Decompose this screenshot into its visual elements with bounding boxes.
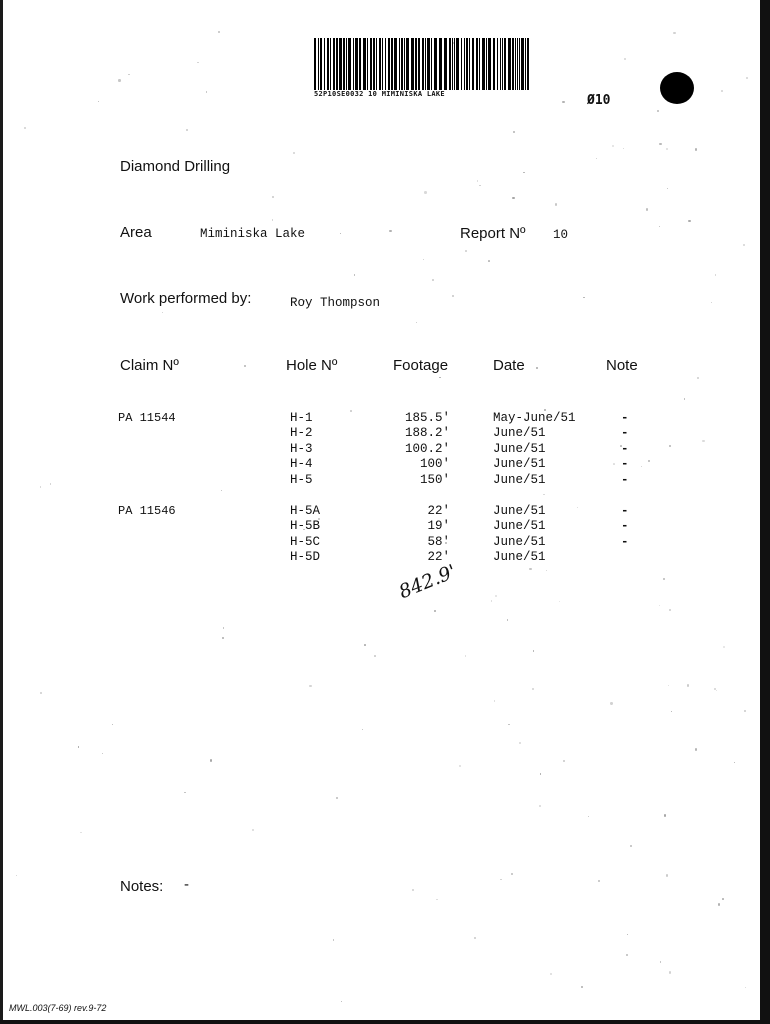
barcode-bar: [370, 38, 372, 90]
scan-speck: [513, 131, 515, 133]
barcode-bar: [320, 38, 322, 90]
footage-value: 58': [427, 534, 450, 549]
barcode-bar: [454, 38, 455, 90]
footage-value: 150': [419, 472, 450, 487]
table-row: [0, 411, 770, 426]
barcode-bar: [479, 38, 480, 90]
scan-speck: [746, 77, 748, 79]
scan-speck: [424, 191, 426, 193]
barcode-bar: [488, 38, 491, 90]
scan-speck: [112, 724, 113, 725]
barcode-bar: [482, 38, 485, 90]
barcode-bar: [525, 38, 526, 90]
scan-speck: [507, 619, 508, 620]
scan-speck: [162, 312, 163, 313]
table-row: [0, 519, 770, 534]
scan-speck: [664, 814, 666, 816]
scan-speck: [695, 148, 697, 150]
note-value: -: [621, 519, 629, 534]
scan-speck: [412, 889, 414, 891]
scan-speck: [596, 158, 597, 159]
footage-value: 185.5': [404, 411, 450, 425]
work-performed-value: Roy Thompson: [290, 296, 381, 310]
note-value: -: [621, 534, 629, 549]
work-performed-label: Work performed by:: [120, 290, 252, 307]
note-value: -: [621, 504, 629, 518]
barcode-bar: [314, 38, 316, 90]
date-value: June/51: [493, 472, 546, 487]
scan-speck: [666, 874, 668, 876]
table-row: [0, 504, 770, 519]
barcode-graphic: [314, 38, 532, 90]
barcode-bar: [449, 38, 451, 90]
report-number-label: Report Nº: [460, 225, 526, 242]
barcode-bar: [427, 38, 430, 90]
barcode-bar: [401, 38, 403, 90]
scan-speck: [206, 91, 207, 92]
scan-speck: [374, 655, 376, 657]
scan-speck: [711, 302, 713, 304]
scan-speck: [477, 180, 479, 182]
barcode-bar: [411, 38, 414, 90]
scan-speck: [612, 145, 614, 147]
date-value: June/51: [493, 534, 546, 549]
note-value: -: [621, 426, 629, 441]
scan-speck: [684, 398, 686, 400]
scan-speck: [539, 805, 541, 807]
barcode-bar: [385, 38, 386, 90]
barcode-bar: [500, 38, 501, 90]
barcode-bar: [439, 38, 442, 90]
barcode-bar: [382, 38, 383, 90]
barcode-bar: [343, 38, 345, 90]
table-row: [0, 426, 770, 441]
barcode-bar: [394, 38, 397, 90]
scan-speck: [244, 365, 246, 367]
scan-speck: [529, 568, 531, 570]
barcode-bar: [376, 38, 377, 90]
hole-number: H-1: [290, 411, 313, 425]
scan-speck: [623, 148, 624, 149]
report-number-value: 10: [553, 228, 569, 242]
barcode-bar: [327, 38, 329, 90]
scan-speck: [474, 937, 476, 939]
scan-speck: [660, 961, 661, 962]
barcode-bar: [527, 38, 529, 90]
scan-speck: [222, 637, 224, 639]
scan-speck: [559, 601, 561, 603]
scan-speck: [598, 880, 600, 882]
page-code: Ø10: [587, 93, 611, 108]
scan-speck: [562, 101, 564, 103]
scan-speck: [543, 494, 545, 496]
scan-speck: [186, 129, 188, 131]
barcode-bar: [434, 38, 437, 90]
barcode-bar: [461, 38, 462, 90]
scan-speck: [436, 899, 438, 901]
scan-speck: [626, 954, 628, 956]
scan-speck: [500, 879, 501, 880]
scan-speck: [494, 700, 496, 702]
scan-speck: [627, 934, 628, 935]
scan-speck: [723, 646, 725, 648]
column-header-footage: Footage: [393, 357, 449, 374]
scan-edge-bottom: [0, 1020, 770, 1024]
footage-value: 19': [427, 519, 450, 534]
scan-speck: [673, 32, 675, 34]
scan-speck: [293, 152, 295, 154]
scan-speck: [745, 987, 746, 988]
footage-value: 22': [427, 504, 450, 518]
barcode-bar: [502, 38, 503, 90]
ink-blot: [660, 72, 694, 104]
scan-speck: [721, 90, 723, 92]
barcode-bar: [333, 38, 335, 90]
date-value: June/51: [493, 426, 546, 441]
scan-speck: [128, 74, 130, 76]
barcode-bar: [418, 38, 420, 90]
barcode-bar: [391, 38, 393, 90]
scan-speck: [555, 203, 557, 205]
barcode-bar: [339, 38, 342, 90]
scan-speck: [659, 605, 660, 606]
scan-speck: [423, 259, 424, 260]
scan-speck: [78, 746, 80, 748]
barcode-bar: [472, 38, 474, 90]
scan-speck: [563, 760, 565, 762]
barcode-bar: [379, 38, 381, 90]
scan-speck: [118, 79, 120, 81]
footage-value: 22': [427, 550, 450, 565]
barcode-bar: [355, 38, 358, 90]
barcode-bar: [444, 38, 447, 90]
note-value: -: [621, 472, 629, 487]
hole-number: H-5: [290, 472, 313, 487]
scan-speck: [336, 797, 338, 799]
scan-speck: [610, 702, 612, 704]
barcode-bar: [422, 38, 424, 90]
note-value: -: [621, 441, 629, 456]
scan-speck: [688, 220, 690, 222]
barcode-bar: [359, 38, 361, 90]
scan-speck: [718, 903, 720, 905]
claim-number: PA 11546: [118, 504, 176, 518]
scan-speck: [550, 973, 552, 975]
barcode-bar: [466, 38, 468, 90]
scan-speck: [389, 230, 391, 232]
barcode-bar: [363, 38, 366, 90]
barcode-bar: [517, 38, 518, 90]
scan-speck: [479, 185, 481, 187]
scan-speck: [223, 627, 224, 628]
handwritten-footage-total: 842.9': [395, 560, 460, 604]
date-value: June/51: [493, 504, 546, 518]
hole-number: H-5C: [290, 534, 321, 549]
scan-speck: [364, 644, 366, 646]
scan-speck: [439, 377, 440, 378]
barcode-bar: [324, 38, 325, 90]
scan-speck: [16, 875, 17, 876]
scan-speck: [465, 250, 467, 252]
barcode-bar: [373, 38, 375, 90]
scan-speck: [512, 197, 514, 199]
barcode-bar: [476, 38, 478, 90]
barcode-bar: [469, 38, 470, 90]
hole-number: H-2: [290, 426, 313, 441]
scan-speck: [716, 690, 717, 691]
scan-speck: [218, 31, 220, 33]
scan-speck: [495, 595, 497, 597]
scan-speck: [184, 792, 186, 794]
scan-speck: [272, 196, 274, 198]
scan-speck: [588, 816, 589, 817]
scan-speck: [465, 655, 467, 657]
scan-speck: [309, 685, 311, 687]
scan-speck: [98, 101, 99, 102]
scan-speck: [452, 295, 454, 297]
area-value: Miminiska Lake: [200, 227, 306, 241]
scan-speck: [197, 62, 199, 64]
scan-speck: [536, 367, 538, 369]
scan-speck: [272, 219, 274, 221]
hole-number: H-3: [290, 441, 313, 456]
scan-speck: [523, 172, 525, 174]
scan-speck: [416, 322, 417, 323]
scan-speck: [511, 873, 513, 875]
scan-speck: [743, 244, 745, 246]
date-value: June/51: [493, 441, 546, 456]
scan-speck: [210, 759, 212, 761]
form-title: Diamond Drilling: [120, 158, 231, 175]
scan-speck: [630, 845, 632, 847]
date-value: June/51: [493, 457, 546, 472]
table-row: [0, 442, 770, 457]
scan-speck: [546, 570, 547, 571]
hole-number: H-5A: [290, 504, 321, 518]
scan-speck: [744, 710, 746, 712]
barcode-bar: [464, 38, 465, 90]
column-header-claim: Claim Nº: [120, 357, 179, 374]
scan-speck: [362, 729, 363, 730]
scan-speck: [697, 377, 699, 379]
scan-speck: [646, 208, 648, 210]
barcode-bar: [404, 38, 405, 90]
hole-number: H-4: [290, 457, 313, 472]
scan-speck: [657, 110, 659, 112]
barcode-bar: [519, 38, 520, 90]
barcode-bar: [512, 38, 514, 90]
table-row: [0, 473, 770, 488]
scan-speck: [80, 832, 81, 833]
notes-label: Notes:: [120, 878, 164, 895]
scan-speck: [24, 127, 26, 129]
scan-speck: [333, 939, 334, 940]
scan-speck: [663, 578, 665, 580]
scan-speck: [102, 753, 103, 754]
scan-speck: [722, 898, 724, 900]
scan-speck: [671, 711, 672, 712]
table-row: [0, 457, 770, 472]
hole-number: H-5B: [290, 519, 321, 534]
barcode-bar: [456, 38, 459, 90]
form-code: MWL.003(7-69) rev.9-72: [9, 1003, 107, 1013]
scan-speck: [624, 58, 626, 60]
scan-speck: [432, 279, 434, 281]
barcode-bar: [346, 38, 347, 90]
scan-speck: [491, 600, 492, 601]
column-header-date: Date: [493, 357, 525, 374]
scan-speck: [40, 692, 42, 694]
area-label: Area: [120, 224, 152, 241]
barcode-bar: [486, 38, 487, 90]
scan-speck: [540, 773, 542, 775]
barcode-bar: [399, 38, 400, 90]
note-value: -: [621, 411, 629, 425]
barcode-bar: [431, 38, 432, 90]
barcode-bar: [406, 38, 409, 90]
date-value: May-June/51: [493, 411, 576, 425]
scan-speck: [508, 724, 510, 726]
scan-speck: [252, 829, 254, 831]
barcode-bar: [493, 38, 495, 90]
barcode-bar: [348, 38, 351, 90]
scan-speck: [695, 748, 697, 750]
barcode-bar: [388, 38, 390, 90]
barcode-bar: [336, 38, 338, 90]
scan-speck: [581, 986, 583, 988]
scan-speck: [687, 684, 689, 686]
barcode-bar: [521, 38, 524, 90]
scan-speck: [340, 233, 341, 234]
barcode-bar: [330, 38, 331, 90]
table-row: [0, 535, 770, 550]
scan-speck: [459, 765, 461, 767]
scan-speck: [341, 1001, 342, 1002]
scan-speck: [669, 971, 671, 973]
scan-speck: [666, 148, 668, 150]
scan-speck: [669, 609, 671, 611]
scan-speck: [519, 742, 521, 744]
barcode-bar: [415, 38, 417, 90]
barcode-bar: [353, 38, 354, 90]
footage-value: 100': [419, 457, 450, 472]
notes-value: -: [184, 876, 189, 893]
column-header-note: Note: [606, 357, 638, 374]
date-value: June/51: [493, 550, 546, 565]
footage-value: 188.2': [404, 426, 450, 441]
note-value: -: [621, 457, 629, 472]
barcode-bar: [515, 38, 516, 90]
table-row: [0, 550, 770, 565]
barcode-bar: [367, 38, 368, 90]
scan-speck: [734, 762, 735, 763]
barcode-bar: [508, 38, 511, 90]
barcode-caption: 52P10SE0032 10 MIMINISKA LAKE: [314, 90, 445, 98]
barcode-bar: [425, 38, 426, 90]
footage-value: 100.2': [404, 441, 450, 456]
barcode-bar: [452, 38, 453, 90]
scan-speck: [533, 650, 535, 652]
scan-speck: [434, 610, 436, 612]
barcode-bar: [318, 38, 319, 90]
date-value: June/51: [493, 519, 546, 534]
scan-speck: [532, 688, 534, 690]
hole-number: H-5D: [290, 550, 321, 565]
scan-speck: [354, 274, 355, 275]
claim-number: PA 11544: [118, 411, 176, 425]
barcode-bar: [504, 38, 506, 90]
scan-speck: [715, 274, 716, 275]
scan-speck: [221, 490, 222, 491]
scan-speck: [659, 143, 661, 145]
scan-speck: [583, 297, 584, 298]
barcode-bar: [497, 38, 498, 90]
column-header-hole: Hole Nº: [286, 357, 338, 374]
scan-speck: [667, 188, 668, 189]
scan-speck: [668, 685, 669, 686]
scan-speck: [488, 260, 490, 262]
scan-speck: [659, 226, 660, 227]
